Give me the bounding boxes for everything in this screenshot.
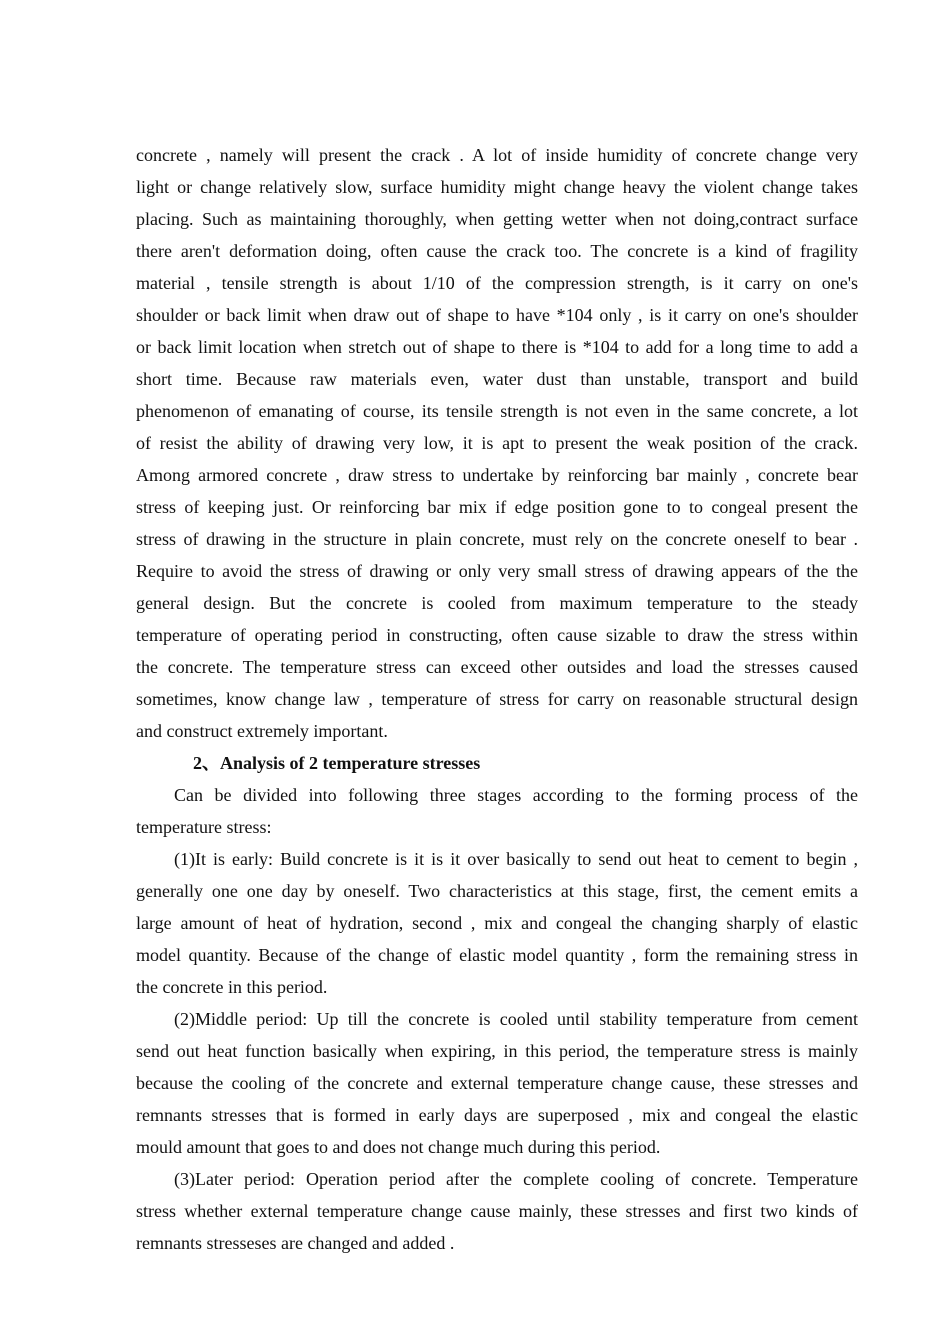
text-line: material , tensile strength is about 1/10 of the compression strength, is it carry on one's — [136, 273, 858, 293]
text-line: Can be divided into following three stages according to the forming process of the — [174, 785, 858, 805]
text-line: remnants stresseses are changed and added . — [136, 1233, 455, 1253]
text-line: generally one one day by oneself. Two characteristics at this stage, first, the cement emits a — [136, 881, 858, 901]
text-line: Require to avoid the stress of drawing or only very small stress of drawing appears of the the — [136, 561, 858, 581]
paragraph — [136, 779, 858, 843]
text-line: (2)Middle period: Up till the concrete is cooled until stability temperature from cement — [174, 1009, 858, 1029]
text-line: temperature stress: — [136, 817, 272, 837]
text-line: and construct extremely important. — [136, 721, 388, 741]
text-line: or back limit location when stretch out of shape to there is *104 to add for a long time to add a — [136, 337, 858, 357]
text-line: 2、Analysis of 2 temperature stresses — [193, 753, 481, 773]
paragraph — [136, 1003, 858, 1163]
text-line: short time. Because raw materials even, water dust than unstable, transport and build — [136, 369, 858, 389]
text-line: of resist the ability of drawing very low, it is apt to present the weak position of the crack. — [136, 433, 858, 453]
text-line: stress of keeping just. Or reinforcing bar mix if edge position gone to to congeal present the — [136, 497, 858, 517]
text-line: sometimes, know change law , temperature of stress for carry on reasonable structural design — [136, 689, 858, 709]
text-line: (1)It is early: Build concrete is it is it over basically to send out heat to cement to begin , — [174, 849, 858, 869]
paragraph — [136, 843, 858, 1003]
text-line: mould amount that goes to and does not change much during this period. — [136, 1137, 661, 1157]
text-line: Among armored concrete , draw stress to undertake by reinforcing bar mainly , concrete bear — [136, 465, 858, 485]
paragraph — [136, 1163, 858, 1259]
paragraph — [136, 139, 858, 747]
text-line: there aren't deformation doing, often cause the crack too. The concrete is a kind of fragility — [136, 241, 858, 261]
text-line: send out heat function basically when expiring, in this period, the temperature stress is mainly — [136, 1041, 858, 1061]
text-line: general design. But the concrete is cooled from maximum temperature to the steady — [136, 593, 858, 613]
text-line: placing. Such as maintaining thoroughly, when getting wetter when not doing,contract surface — [136, 209, 858, 229]
text-line: shoulder or back limit when draw out of shape to have *104 only , is it carry on one's shoulder — [136, 305, 858, 325]
text-line: phenomenon of emanating of course, its tensile strength is not even in the same concrete, a lot — [136, 401, 858, 421]
text-line: light or change relatively slow, surface humidity might change heavy the violent change takes — [136, 177, 858, 197]
text-line: concrete , namely will present the crack . A lot of inside humidity of concrete change very — [136, 145, 858, 165]
text-line: temperature of operating period in constructing, often cause sizable to draw the stress within — [136, 625, 858, 645]
text-line: model quantity. Because of the change of elastic model quantity , form the remaining stress in — [136, 945, 858, 965]
text-line: large amount of heat of hydration, second , mix and congeal the changing sharply of elastic — [136, 913, 858, 933]
document-body — [136, 139, 858, 1259]
text-line: stress whether external temperature change cause mainly, these stresses and first two kinds of — [136, 1201, 858, 1221]
text-line: (3)Later period: Operation period after the complete cooling of concrete. Temperature — [174, 1169, 858, 1189]
text-line: the concrete. The temperature stress can exceed other outsides and load the stresses caused — [136, 657, 858, 677]
text-line: the concrete in this period. — [136, 977, 328, 997]
text-line: remnants stresses that is formed in early days are superposed , mix and congeal the elastic — [136, 1105, 858, 1125]
text-line: because the cooling of the concrete and external temperature change cause, these stresses and — [136, 1073, 858, 1093]
section-heading — [136, 747, 858, 779]
text-line: stress of drawing in the structure in plain concrete, must rely on the concrete oneself to bear . — [136, 529, 858, 549]
